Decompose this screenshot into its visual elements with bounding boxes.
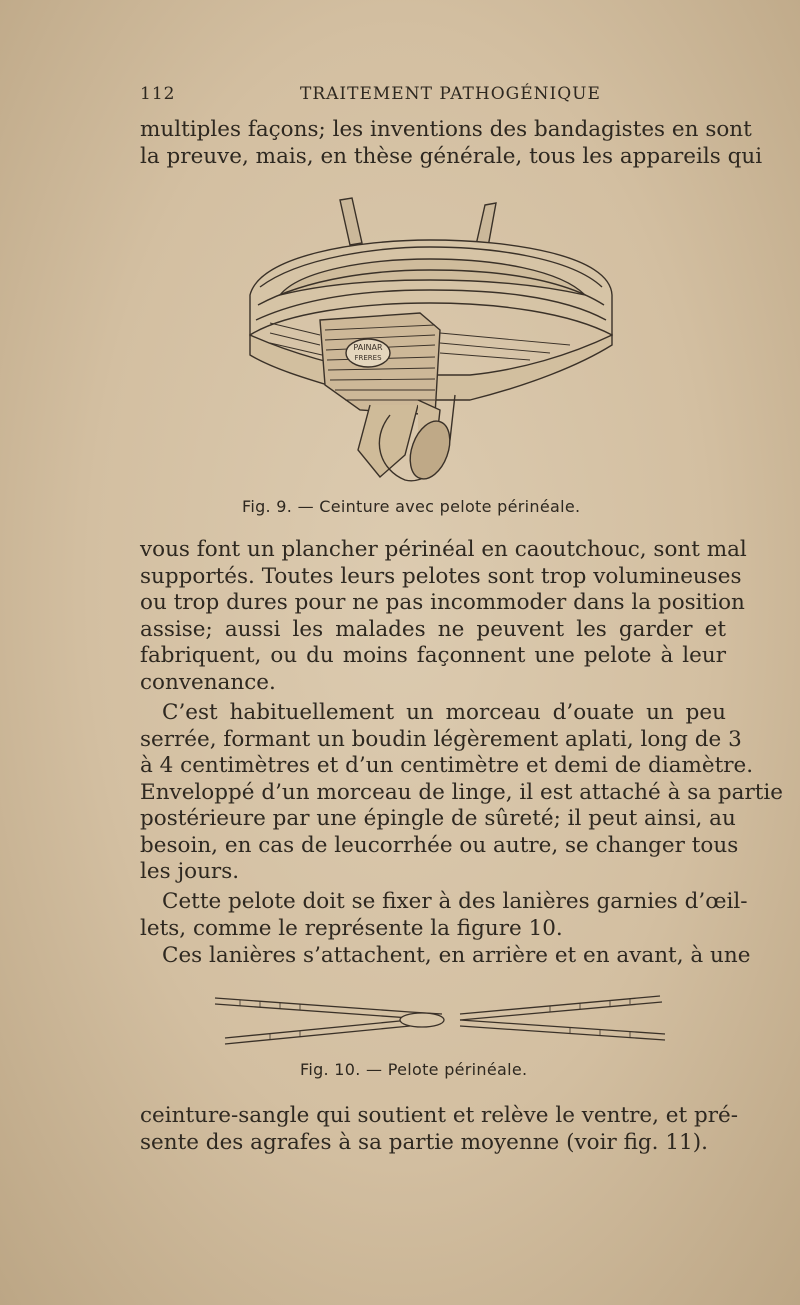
figure-10-caption: Fig. 10. — Pelote périnéale.: [300, 1060, 528, 1079]
text-line: Cette pelote doit se fixer à des lanières garnies d’œil-: [162, 889, 748, 914]
paragraph-6: [140, 1103, 739, 1156]
paragraph-1: [140, 117, 763, 170]
text-line: lets, comme le représente la figure 10.: [140, 915, 563, 941]
paragraph-4: [140, 889, 748, 942]
text-line: sente des agrafes à sa partie moyenne (voir fig. 11).: [140, 1129, 708, 1155]
emblem-text-line1: PAINAR: [353, 343, 383, 352]
text-line: supportés. Toutes leurs pelotes sont trop volumineuses: [140, 563, 742, 589]
text-line: besoin, en cas de leucorrhée ou autre, se changer tous: [140, 832, 739, 858]
paragraph-2: [140, 537, 747, 696]
paragraph-5: [140, 943, 751, 970]
text-line: serrée, formant un boudin légèrement aplati, long de 3: [140, 726, 742, 752]
text-line: fabriquent, ou du moins façonnent une pelote à leur: [140, 643, 726, 668]
text-line: convenance.: [140, 669, 276, 695]
text-line: la preuve, mais, en thèse générale, tous les appareils qui: [140, 143, 763, 169]
text-line: vous font un plancher périnéal en caoutchouc, sont mal: [140, 537, 747, 562]
emblem-text-line2: FRERES: [354, 354, 382, 362]
paragraph-3: [140, 700, 784, 886]
text-line: à 4 centimètres et d’un centimètre et demi de diamètre.: [140, 753, 754, 778]
figure-9-caption: Fig. 9. — Ceinture avec pelote périnéale.: [242, 497, 581, 516]
running-title: TRAITEMENT PATHOGÉNIQUE: [300, 84, 601, 104]
page-number: 112: [140, 84, 176, 104]
text-line: Ces lanières s’attachent, en arrière et en avant, à une: [162, 943, 751, 968]
text-line: ceinture-sangle qui soutient et relève le ventre, et pré-: [140, 1103, 739, 1128]
figure-10-pad-illustration: [210, 990, 680, 1050]
text-line: Enveloppé d’un morceau de linge, il est attaché à sa partie: [140, 779, 784, 805]
text-line: les jours.: [140, 859, 240, 884]
text-line: assise; aussi les malades ne peuvent les garder et: [140, 616, 726, 642]
text-line: multiples façons; les inventions des bandagistes en sont: [140, 117, 752, 142]
text-line: C’est habituellement un morceau d’ouate un peu: [162, 700, 726, 725]
text-line: postérieure par une épingle de sûreté; il peut ainsi, au: [140, 806, 736, 831]
figure-9-belt-illustration: [240, 195, 620, 495]
text-line: ou trop dures pour ne pas incommoder dans la position: [140, 590, 745, 615]
